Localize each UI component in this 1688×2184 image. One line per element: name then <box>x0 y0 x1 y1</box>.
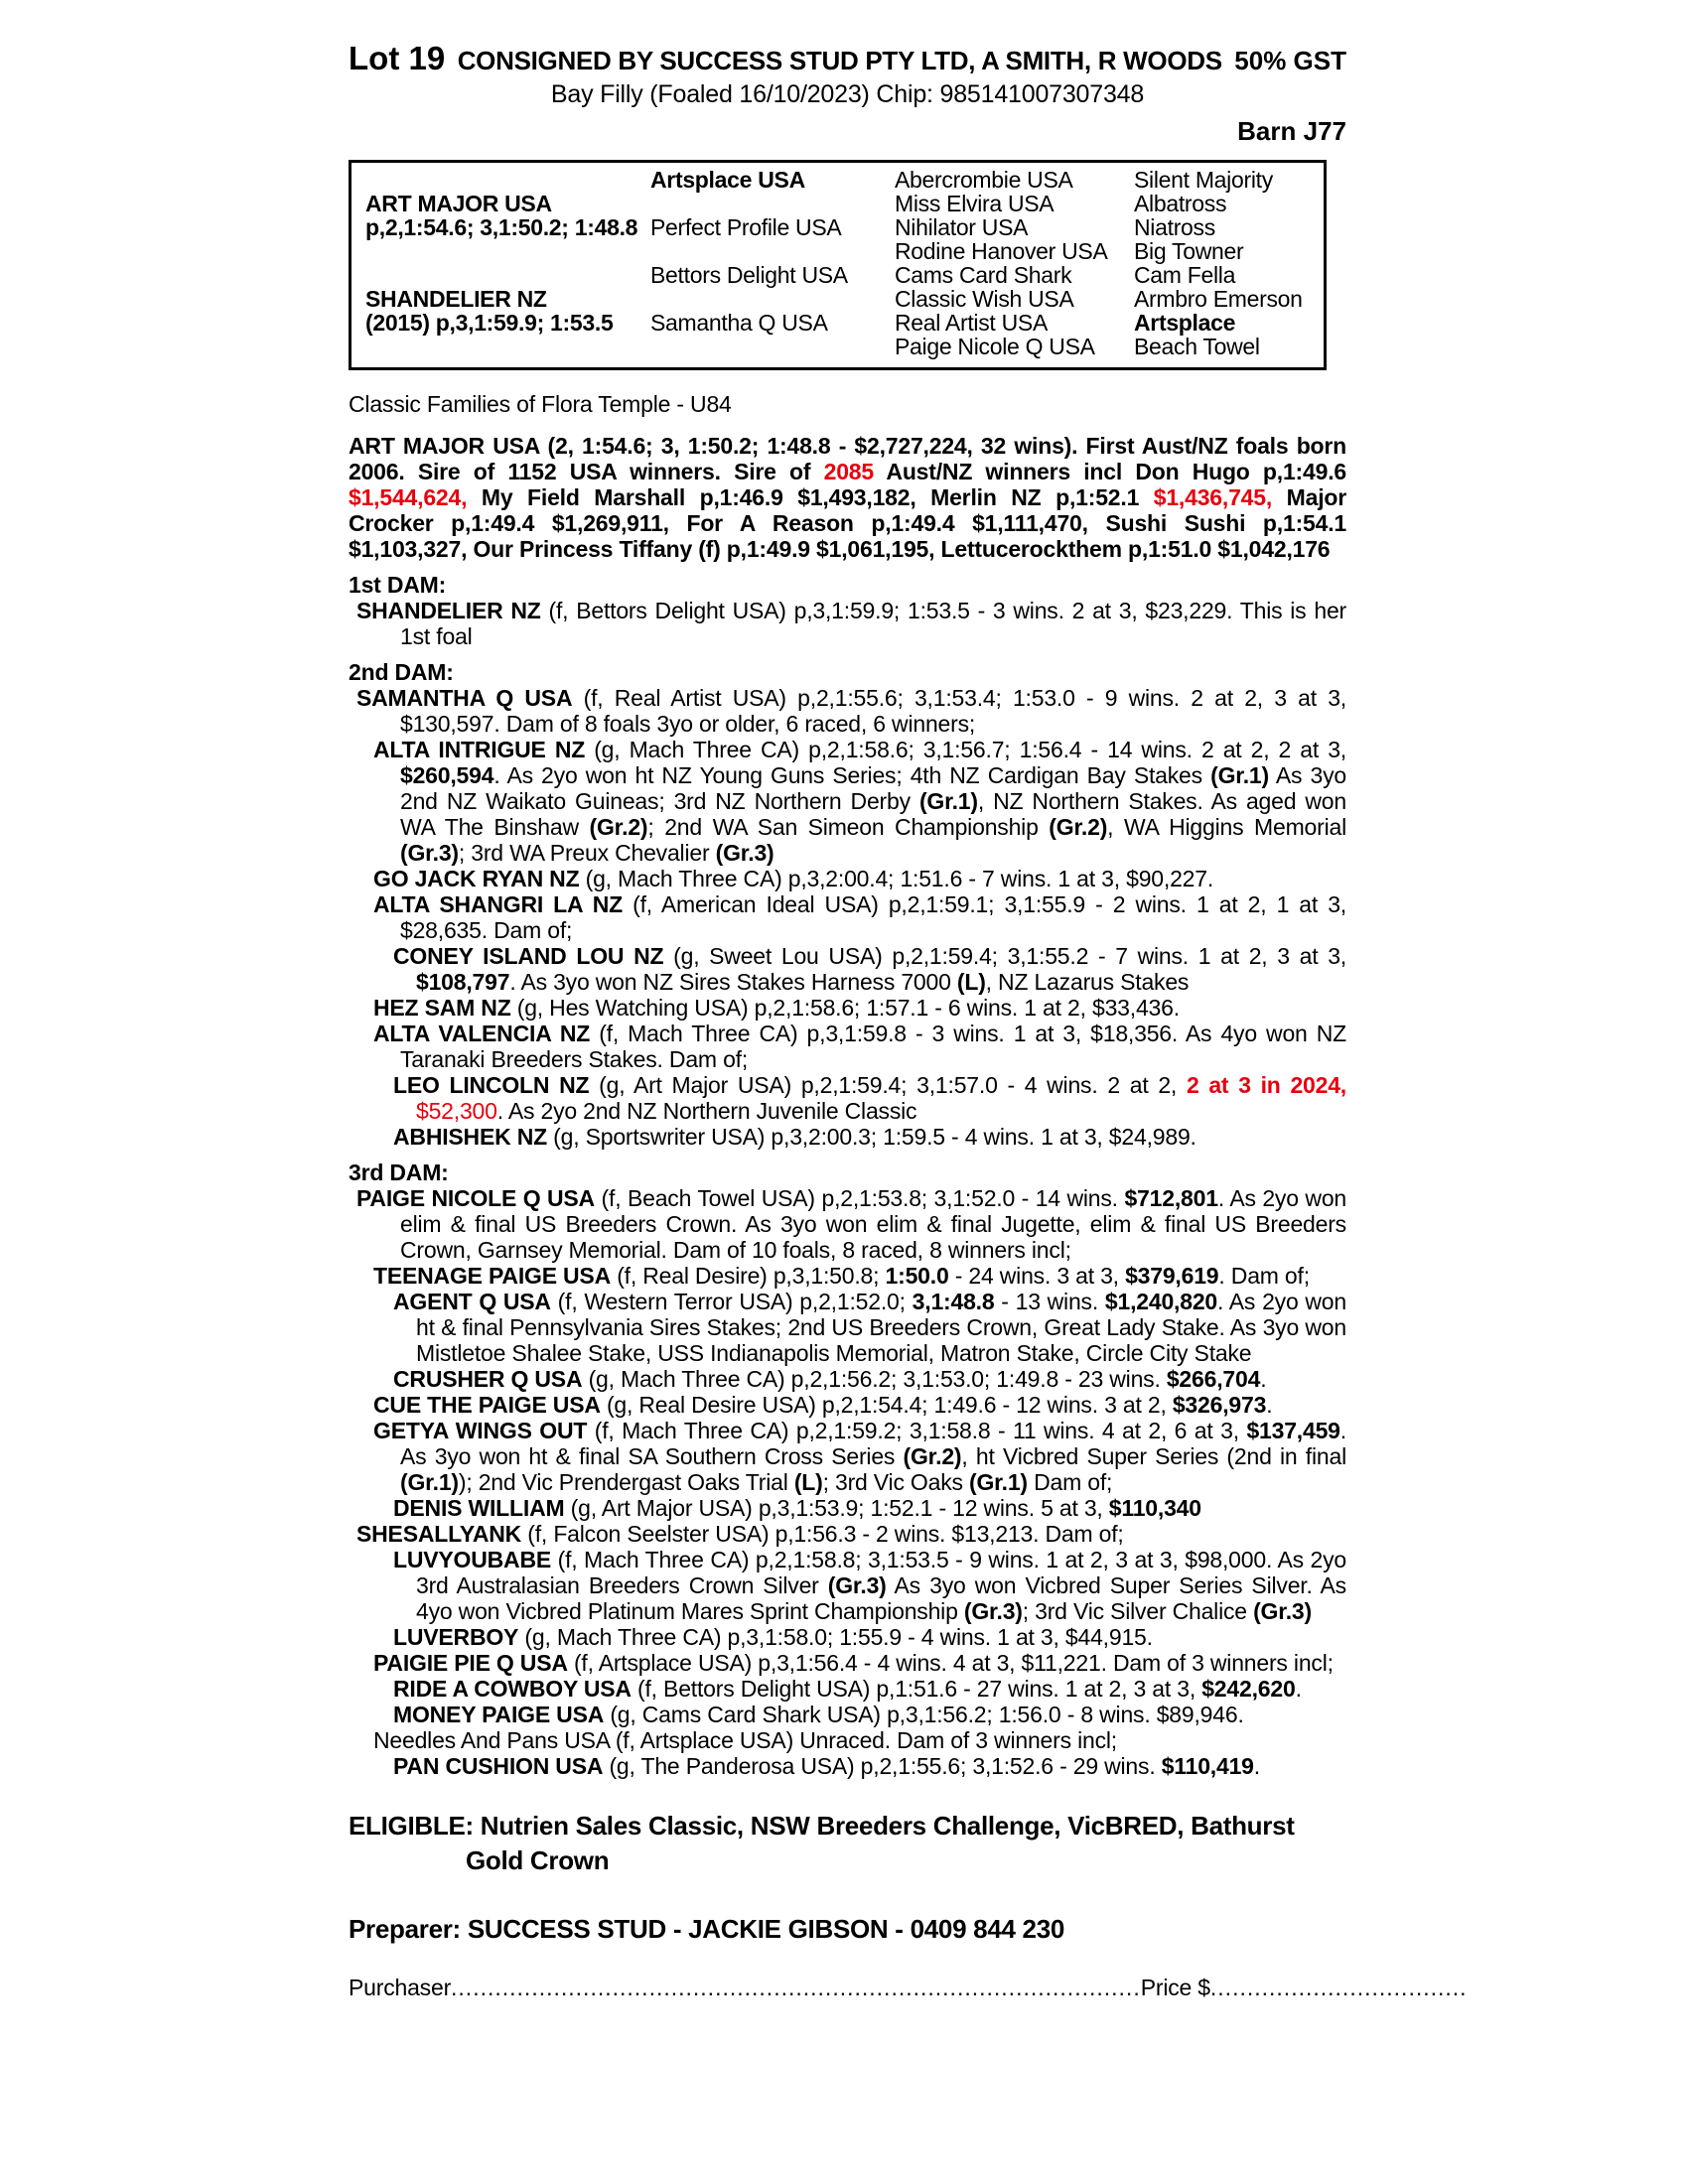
text-run: 3,1:48.8 <box>912 1289 995 1314</box>
text-run: (f, American Ideal USA) p,2,1:59.1; 3,1:55.9 - 2 wins. 1 at 2, 1 at 3, $28,635. Dam of; <box>400 891 1346 943</box>
text-run: ; 3rd Vic Oaks <box>822 1469 970 1495</box>
pedigree-entry <box>349 1392 1346 1418</box>
purchaser-line <box>349 1975 1468 2001</box>
pedigree-cell: Perfect Profile USA <box>650 214 842 240</box>
sire-summary-paragraph <box>349 433 1346 562</box>
pedigree-entry <box>349 1289 1346 1366</box>
text-run: PAIGIE PIE Q USA <box>373 1650 568 1676</box>
pedigree-cell: Albatross <box>1134 191 1227 216</box>
text-run: (Gr.1) <box>969 1469 1028 1495</box>
text-run: (g, Art Major USA) p,3,1:53.9; 1:52.1 - 12 wins. 5 at 3, <box>564 1495 1109 1521</box>
pedigree-entry <box>349 1650 1346 1676</box>
pedigree-cell: ART MAJOR USA <box>365 191 552 216</box>
text-run: ); 2nd Vic Prendergast Oaks Trial <box>458 1469 794 1495</box>
text-run: SAMANTHA Q USA <box>356 685 573 711</box>
eligible-section <box>349 1809 1346 1878</box>
pedigree-cell: (2015) p,3,1:59.9; 1:53.5 <box>365 310 614 336</box>
text-run: . As 3yo won ht & final SA Southern Cross Series <box>400 1418 1346 1469</box>
pedigree-cell: Miss Elvira USA <box>895 191 1055 216</box>
text-run: (Gr.2) <box>903 1443 962 1469</box>
text-run: $242,620 <box>1201 1676 1296 1702</box>
text-run: SHESALLYANK <box>356 1521 522 1547</box>
purchaser-dotted-blank: .............................................................................................. <box>451 1975 1141 2000</box>
text-run: $108,797 <box>416 969 510 995</box>
text-run: (Gr.2) <box>589 814 648 840</box>
pedigree-entry <box>349 685 1346 737</box>
pedigree-table <box>349 160 1327 370</box>
pedigree-entry <box>349 1676 1346 1702</box>
pedigree-cell: Silent Majority <box>1134 167 1273 193</box>
text-run: PAIGE NICOLE Q USA <box>356 1185 595 1211</box>
text-run: (g, Hes Watching USA) p,2,1:58.6; 1:57.1 - 6 wins. 1 at 2, $33,436. <box>510 995 1180 1021</box>
text-run: - 13 wins. <box>994 1289 1105 1314</box>
text-run: (f, Mach Three CA) p,3,1:59.8 - 3 wins. 1 at 3, $18,356. As 4yo won NZ Taranaki Breeders Stakes. Dam of; <box>400 1021 1346 1072</box>
text-run: (Gr.1) <box>1210 762 1269 788</box>
pedigree-cell: Artsplace <box>1134 310 1236 336</box>
text-run: PAN CUSHION USA <box>393 1753 604 1779</box>
text-run: ALTA INTRIGUE NZ <box>373 737 586 762</box>
text-run: As 3yo 2nd NZ Waikato Guineas; 3rd NZ Northern Derby <box>400 762 1346 814</box>
text-run: $1,240,820 <box>1104 1289 1218 1314</box>
text-run: (Gr.3) <box>715 840 774 866</box>
pedigree-cell: SHANDELIER NZ <box>365 286 547 312</box>
pedigree-entry <box>349 995 1346 1021</box>
text-run: (f, Bettors Delight USA) p,1:51.6 - 27 wins. 1 at 2, 3 at 3, <box>631 1676 1202 1702</box>
text-run: ; 2nd WA San Simeon Championship <box>647 814 1050 840</box>
pedigree-cell: Niatross <box>1134 214 1215 240</box>
text-run: DENIS WILLIAM <box>393 1495 565 1521</box>
text-run: . As 3yo won NZ Sires Stakes Harness 7000 <box>509 969 957 995</box>
text-run: $266,704 <box>1166 1366 1261 1392</box>
text-run: (g, Cams Card Shark USA) p,3,1:56.2; 1:56.0 - 8 wins. $89,946. <box>604 1702 1244 1727</box>
pedigree-entry <box>349 1185 1346 1263</box>
text-run: 1:50.0 <box>885 1263 949 1289</box>
text-run: (Gr.1) <box>918 788 978 814</box>
text-run: . <box>1253 1753 1260 1779</box>
pedigree-entry <box>349 1366 1346 1392</box>
consignor-line: CONSIGNED BY SUCCESS STUD PTY LTD, A SMITH, R WOODS <box>457 46 1222 75</box>
text-run: (f, Artsplace USA) p,3,1:56.4 - 4 wins. 4 at 3, $11,221. Dam of 3 winners incl; <box>567 1650 1334 1676</box>
text-run: CRUSHER Q USA <box>393 1366 583 1392</box>
text-run: (f, Beach Towel USA) p,2,1:53.8; 3,1:52.0 - 14 wins. <box>594 1185 1125 1211</box>
text-run: (L) <box>793 1469 823 1495</box>
pedigree-cell: Nihilator USA <box>895 214 1029 240</box>
pedigree-cell: Real Artist USA <box>895 310 1048 336</box>
text-run: LUVERBOY <box>393 1624 519 1650</box>
pedigree-entry <box>349 1418 1346 1495</box>
text-run: , WA Higgins Memorial <box>1107 814 1346 840</box>
text-run: (g, Mach Three CA) p,3,2:00.4; 1:51.6 - 7 wins. 1 at 3, $90,227. <box>579 866 1214 891</box>
text-run: (g, Mach Three CA) p,3,1:58.0; 1:55.9 - 4 wins. 1 at 3, $44,915. <box>518 1624 1153 1650</box>
pedigree-entry <box>349 1521 1346 1547</box>
text-run: (g, Sportswriter USA) p,3,2:00.3; 1:59.5 - 4 wins. 1 at 3, $24,989. <box>546 1124 1196 1150</box>
pedigree-entry <box>349 1547 1346 1624</box>
text-run: ALTA SHANGRI LA NZ <box>373 891 623 917</box>
pedigree-entry <box>349 1124 1346 1150</box>
text-run: . <box>1295 1676 1302 1702</box>
pedigree-cell: Bettors Delight USA <box>650 262 848 288</box>
eligible-line-2: Gold Crown <box>466 1845 610 1875</box>
text-run: $110,419 <box>1161 1753 1254 1779</box>
text-run: (g, Mach Three CA) p,2,1:58.6; 3,1:56.7; 1:56.4 - 14 wins. 2 at 2, 2 at 3, <box>585 737 1346 762</box>
pedigree-cell: p,2,1:54.6; 3,1:50.2; 1:48.8 <box>365 214 638 240</box>
text-run: (Gr.2) <box>1049 814 1108 840</box>
text-run: (g, Art Major USA) p,2,1:59.4; 3,1:57.0 - 4 wins. 2 at 2, <box>589 1072 1187 1098</box>
pedigree-entry <box>349 891 1346 943</box>
pedigree-cell: Paige Nicole Q USA <box>895 334 1095 359</box>
text-run: . As 2yo won ht NZ Young Guns Series; 4th NZ Cardigan Bay Stakes <box>493 762 1211 788</box>
text-run: Dam of; <box>1027 1469 1113 1495</box>
text-run: (Gr.1) <box>400 1469 459 1495</box>
text-run: (Gr.3) <box>963 1598 1023 1624</box>
text-run: MONEY PAIGE USA <box>393 1702 605 1727</box>
text-run: . <box>1266 1392 1273 1418</box>
text-run: GO JACK RYAN NZ <box>373 866 580 891</box>
pedigree-cell: Classic Wish USA <box>895 286 1074 312</box>
pedigree-cell: Armbro Emerson <box>1134 286 1303 312</box>
text-run: (Gr.3) <box>1253 1598 1312 1624</box>
text-run: (f, Falcon Seelster USA) p,1:56.3 - 2 wins. $13,213. Dam of; <box>521 1521 1124 1547</box>
pedigree-cell: Cam Fella <box>1134 262 1236 288</box>
pedigree-cell: Rodine Hanover USA <box>895 238 1108 264</box>
price-label: Price $ <box>1140 1975 1210 2000</box>
pedigree-entry <box>349 598 1346 649</box>
dam-section-header: 1st DAM: <box>349 572 447 598</box>
text-run: SHANDELIER NZ <box>356 598 541 623</box>
text-run: Needles And Pans USA (f, Artsplace USA) Unraced. Dam of 3 winners incl; <box>373 1727 1117 1753</box>
barn-number: Barn J77 <box>1237 116 1346 146</box>
text-run: ABHISHEK NZ <box>393 1124 547 1150</box>
text-run: (f, Bettors Delight USA) p,3,1:59.9; 1:53.5 - 3 wins. 2 at 3, $23,229. This is her 1st foal <box>400 598 1346 649</box>
pedigree-entry <box>349 1727 1346 1753</box>
pedigree-cell: Artsplace USA <box>650 167 805 193</box>
text-run: GETYA WINGS OUT <box>373 1418 588 1443</box>
pedigree-entry <box>349 1624 1346 1650</box>
pedigree-cell: Samantha Q USA <box>650 310 828 336</box>
text-run: (L) <box>956 969 986 995</box>
text-run: , NZ Northern Stakes. As aged won WA The Binshaw <box>400 788 1346 840</box>
catalog-page <box>349 40 1468 2001</box>
dam-section-header: 2nd DAM: <box>349 659 454 685</box>
text-run: (g, Mach Three CA) p,2,1:56.2; 3,1:53.0; 1:49.8 - 23 wins. <box>582 1366 1167 1392</box>
text-run: ; 3rd WA Preux Chevalier <box>458 840 716 866</box>
text-run: LEO LINCOLN NZ <box>393 1072 590 1098</box>
pedigree-entry <box>349 1702 1346 1727</box>
text-run: , ht Vicbred Super Series (2nd in final <box>961 1443 1346 1469</box>
lot-number: Lot 19 <box>349 40 446 76</box>
text-run: (f, Western Terror USA) p,2,1:52.0; <box>550 1289 913 1314</box>
text-run: $260,594 <box>400 762 494 788</box>
text-run: LUVYOUBABE <box>393 1547 552 1572</box>
text-run: Major Crocker p,1:49.4 $1,269,911, For A Reason p,1:49.4 $1,111,470, Sushi Sushi p,1:54.1 $1,103,327, Our Princess Tiffany (f) p,1:49.9 $1,061,195, Lettucerockthem p,1:51.0 $1,042,176 <box>349 484 1346 562</box>
text-run: . Dam of; <box>1218 1263 1310 1289</box>
text-run: (Gr.3) <box>827 1572 887 1598</box>
text-run: . As 2yo won elim & final US Breeders Crown. As 3yo won elim & final Jugette, elim & final US Breeders Crown, Garnsey Memorial. Dam of 10 foals, 8 raced, 8 winners incl; <box>400 1185 1346 1263</box>
text-run: AGENT Q USA <box>393 1289 551 1314</box>
pedigree-entry <box>349 1495 1346 1521</box>
text-run: (f, Real Artist USA) p,2,1:55.6; 3,1:53.4; 1:53.0 - 9 wins. 2 at 2, 3 at 3, $130,597. Dam of 8 foals 3yo or older, 6 raced, 6 winners; <box>400 685 1346 737</box>
pedigree-entry <box>349 1021 1346 1072</box>
pedigree-sections <box>349 572 1346 1779</box>
pedigree-entry <box>349 943 1346 995</box>
eligible-line-1: ELIGIBLE: Nutrien Sales Classic, NSW Breeders Challenge, VicBRED, Bathurst <box>349 1811 1295 1841</box>
text-run: ART MAJOR USA (2, 1:54.6; 3, 1:50.2; 1:48.8 - $2,727,224, 32 wins). First Aust/NZ foals born 2006. Sire of 1152 USA winners. Sire of <box>349 433 1346 484</box>
gst-note: 50% GST <box>1234 46 1346 75</box>
text-run: 2 at 3 in 2024, <box>1186 1072 1346 1098</box>
text-run: $1,436,745, <box>1153 484 1273 510</box>
text-run: ; 3rd Vic Silver Chalice <box>1022 1598 1254 1624</box>
text-run: ALTA VALENCIA NZ <box>373 1021 591 1046</box>
text-run: . <box>1260 1366 1267 1392</box>
text-run: $326,973 <box>1172 1392 1267 1418</box>
text-run: (f, Mach Three CA) p,2,1:58.8; 3,1:53.5 - 9 wins. 1 at 2, 3 at 3, $98,000. As 2yo 3rd Australasian Breeders Crown Silver <box>416 1547 1346 1598</box>
text-run: $137,459 <box>1246 1418 1340 1443</box>
text-run: 2085 <box>823 459 874 484</box>
text-run: CONEY ISLAND LOU NZ <box>393 943 664 969</box>
dam-section-header: 3rd DAM: <box>349 1160 449 1185</box>
purchaser-label: Purchaser <box>349 1975 452 2000</box>
text-run: $379,619 <box>1125 1263 1219 1289</box>
text-run: , NZ Lazarus Stakes <box>985 969 1190 995</box>
text-run: RIDE A COWBOY USA <box>393 1676 632 1702</box>
text-run: As 3yo won Vicbred Super Series Silver. As 4yo won Vicbred Platinum Mares Sprint Championship <box>416 1572 1346 1624</box>
text-run: TEENAGE PAIGE USA <box>373 1263 611 1289</box>
pedigree-cell: Abercrombie USA <box>895 167 1073 193</box>
text-run: (g, The Panderosa USA) p,2,1:55.6; 3,1:52.6 - 29 wins. <box>603 1753 1162 1779</box>
text-run: $52,300 <box>416 1098 497 1124</box>
header-row <box>349 40 1346 77</box>
text-run: - 24 wins. 3 at 3, <box>948 1263 1126 1289</box>
preparer-line: Preparer: SUCCESS STUD - JACKIE GIBSON - 0409 844 230 <box>349 1914 1065 1944</box>
pedigree-entry <box>349 737 1346 866</box>
text-run: $1,544,624, <box>349 484 468 510</box>
text-run: . As 2yo won ht & final Pennsylvania Sires Stakes; 2nd US Breeders Crown, Great Lady Stake. As 3yo won Mistletoe Shalee Stake, USS Indianapolis Memorial, Matron Stake, Circle City Stake <box>416 1289 1346 1366</box>
text-run: (Gr.3) <box>400 840 459 866</box>
text-run: (g, Real Desire USA) p,2,1:54.4; 1:49.6 - 12 wins. 3 at 2, <box>600 1392 1173 1418</box>
price-dotted-blank: ................................... <box>1209 1975 1468 2000</box>
pedigree-cell: Beach Towel <box>1134 334 1260 359</box>
text-run: HEZ SAM NZ <box>373 995 511 1021</box>
classic-families-line: Classic Families of Flora Temple - U84 <box>349 391 732 417</box>
text-run: . As 2yo 2nd NZ Northern Juvenile Classic <box>496 1098 917 1124</box>
text-run: $712,801 <box>1124 1185 1218 1211</box>
text-run: My Field Marshall p,1:46.9 $1,493,182, Merlin NZ p,1:52.1 <box>467 484 1154 510</box>
pedigree-entry <box>349 1753 1346 1779</box>
text-run: CUE THE PAIGE USA <box>373 1392 601 1418</box>
text-run: $110,340 <box>1108 1495 1201 1521</box>
horse-description: Bay Filly (Foaled 16/10/2023) Chip: 985141007307348 <box>550 80 1145 108</box>
text-run: (f, Mach Three CA) p,2,1:59.2; 3,1:58.8 - 11 wins. 4 at 2, 6 at 3, <box>587 1418 1247 1443</box>
pedigree-entry <box>349 866 1346 891</box>
pedigree-entry <box>349 1072 1346 1124</box>
pedigree-cell: Big Towner <box>1134 238 1244 264</box>
pedigree-cell: Cams Card Shark <box>895 262 1072 288</box>
text-run: (f, Real Desire) p,3,1:50.8; <box>611 1263 886 1289</box>
pedigree-table-grid <box>365 168 1316 358</box>
pedigree-entry <box>349 1263 1346 1289</box>
text-run: (g, Sweet Lou USA) p,2,1:59.4; 3,1:55.2 - 7 wins. 1 at 2, 3 at 3, <box>663 943 1346 969</box>
text-run: Aust/NZ winners incl Don Hugo p,1:49.6 <box>873 459 1346 484</box>
